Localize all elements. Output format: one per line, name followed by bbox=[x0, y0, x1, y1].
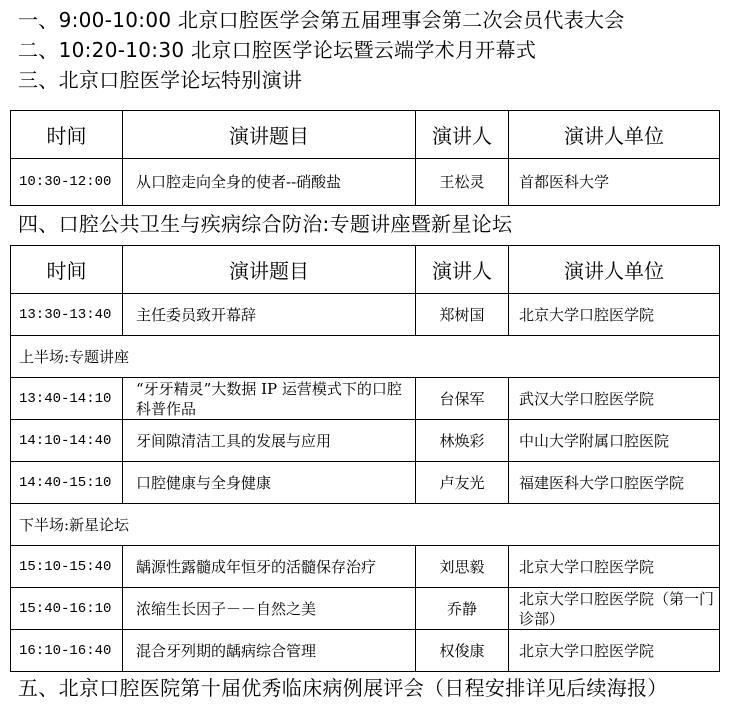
time-cell: 13:30-13:40 bbox=[11, 294, 123, 336]
section-row bbox=[11, 336, 720, 378]
header-title: 演讲题目 bbox=[123, 246, 416, 294]
affiliation-cell: 北京大学口腔医学院 bbox=[509, 630, 720, 672]
affiliation-cell: 北京大学口腔医学院 bbox=[509, 294, 720, 336]
header-speaker: 演讲人 bbox=[416, 111, 509, 159]
time-cell: 14:40-15:10 bbox=[11, 462, 123, 504]
table-header-row bbox=[11, 246, 720, 294]
speaker-cell: 卢友光 bbox=[416, 462, 509, 504]
table-row bbox=[11, 159, 720, 206]
affiliation-cell: 武汉大学口腔医学院 bbox=[509, 378, 720, 420]
speaker-cell: 权俊康 bbox=[416, 630, 509, 672]
header-title: 演讲题目 bbox=[123, 111, 416, 159]
affiliation-cell: 北京大学口腔医学院（第一门诊部） bbox=[509, 588, 720, 630]
table-row bbox=[11, 462, 720, 504]
header-time: 时间 bbox=[11, 111, 123, 159]
speaker-cell: 郑树国 bbox=[416, 294, 509, 336]
table-row bbox=[11, 588, 720, 630]
speaker-cell: 刘思毅 bbox=[416, 546, 509, 588]
title-cell: 口腔健康与全身健康 bbox=[123, 462, 416, 504]
title-cell: 主任委员致开幕辞 bbox=[123, 294, 416, 336]
affiliation-cell: 北京大学口腔医学院 bbox=[509, 546, 720, 588]
affiliation-cell: 中山大学附属口腔医院 bbox=[509, 420, 720, 462]
table-row bbox=[11, 630, 720, 672]
header-speaker: 演讲人 bbox=[416, 246, 509, 294]
header-affiliation: 演讲人单位 bbox=[509, 246, 720, 294]
table-header-row bbox=[11, 111, 720, 159]
title-cell: 牙间隙清洁工具的发展与应用 bbox=[123, 420, 416, 462]
time-cell: 14:10-14:40 bbox=[11, 420, 123, 462]
time-cell: 15:10-15:40 bbox=[11, 546, 123, 588]
agenda-item-1: 一、9:00-10:00 北京口腔医学会第五届理事会第二次会员代表大会 bbox=[18, 8, 625, 32]
time-cell: 10:30-12:00 bbox=[11, 159, 123, 206]
affiliation-cell: 福建医科大学口腔医学院 bbox=[509, 462, 720, 504]
header-time: 时间 bbox=[11, 246, 123, 294]
header-affiliation: 演讲人单位 bbox=[509, 111, 720, 159]
title-cell: “牙牙精灵”大数据 IP 运营模式下的口腔科普作品 bbox=[123, 378, 416, 420]
agenda-item-4: 四、口腔公共卫生与疾病综合防治:专题讲座暨新星论坛 bbox=[18, 212, 513, 236]
table-row bbox=[11, 420, 720, 462]
agenda-item-2: 二、10:20-10:30 北京口腔医学论坛暨云端学术月开幕式 bbox=[18, 38, 537, 62]
speaker-cell: 台保军 bbox=[416, 378, 509, 420]
speaker-cell: 王松灵 bbox=[416, 159, 509, 206]
special-lecture-table bbox=[10, 110, 720, 206]
public-health-table bbox=[10, 245, 720, 672]
time-cell: 15:40-16:10 bbox=[11, 588, 123, 630]
title-cell: 混合牙列期的龋病综合管理 bbox=[123, 630, 416, 672]
agenda-item-5: 五、北京口腔医院第十届优秀临床病例展评会（日程安排详见后续海报） bbox=[18, 676, 668, 700]
time-cell: 16:10-16:40 bbox=[11, 630, 123, 672]
title-cell: 龋源性露髓成年恒牙的活髓保存治疗 bbox=[123, 546, 416, 588]
speaker-cell: 乔静 bbox=[416, 588, 509, 630]
section-label: 下半场:新星论坛 bbox=[11, 504, 720, 546]
agenda-item-3: 三、北京口腔医学论坛特别演讲 bbox=[18, 68, 303, 92]
time-cell: 13:40-14:10 bbox=[11, 378, 123, 420]
table-row bbox=[11, 294, 720, 336]
table-row bbox=[11, 378, 720, 420]
table-row bbox=[11, 546, 720, 588]
title-cell: 浓缩生长因子－－自然之美 bbox=[123, 588, 416, 630]
section-label: 上半场:专题讲座 bbox=[11, 336, 720, 378]
speaker-cell: 林焕彩 bbox=[416, 420, 509, 462]
affiliation-cell: 首都医科大学 bbox=[509, 159, 720, 206]
section-row bbox=[11, 504, 720, 546]
title-cell: 从口腔走向全身的使者--硝酸盐 bbox=[123, 159, 416, 206]
